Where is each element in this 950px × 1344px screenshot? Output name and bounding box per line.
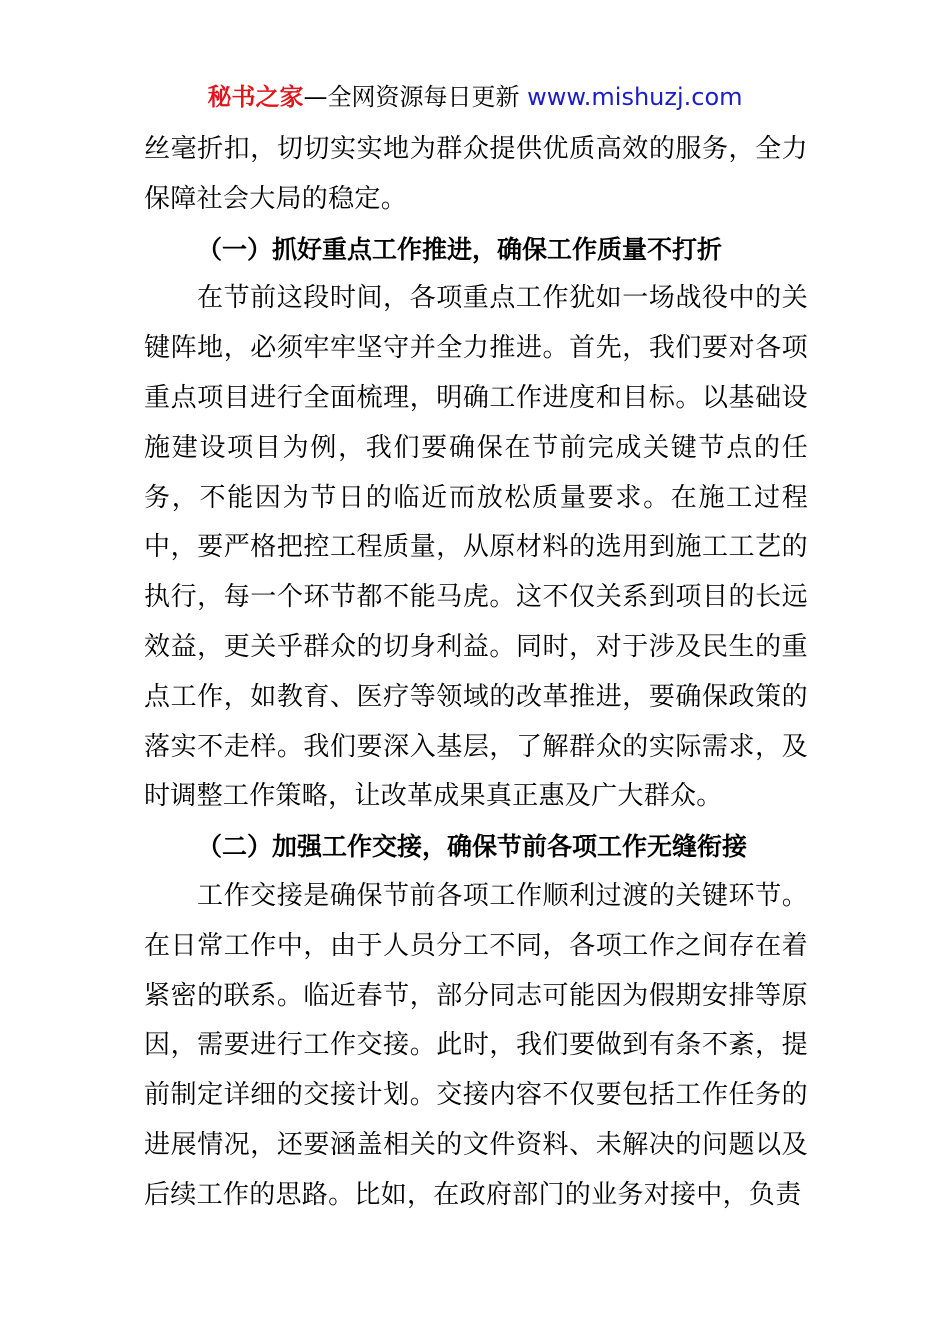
- section-heading-2: （二）加强工作交接，确保节前各项工作无缝衔接: [197, 832, 748, 862]
- paragraph-1: 在节前这段时间，各项重点工作犹如一场战役中的关键阵地，必须牢牢坚守并全力推进。首先，我们要对各项重点项目进行全面梳理，明确工作进度和目标。以基础设施建设项目为例，我们要确保在节前完成关键节点的任务，不能因为节日的临近而放松质量要求。在施工过程中，要严格把控工程质量，从原材料的选用到施工工艺的执行，每一个环节都不能马虎。这不仅关系到项目的长远效益，更关乎群众的切身利益。同时，对于涉及民生的重点工作，如教育、医疗等领域的改革推进，要确保政策的落实不走样。我们要深入基层，了解群众的实际需求，及时调整工作策略，让改革成果真正惠及广大群众。: [144, 283, 808, 812]
- brand-name: 秘书之家: [207, 83, 304, 111]
- header-tagline: —全网资源每日更新: [303, 83, 520, 111]
- document-body: [144, 125, 808, 1221]
- continued-paragraph: 丝毫折扣，切切实实地为群众提供优质高效的服务，全力保障社会大局的稳定。: [144, 134, 808, 214]
- site-header: [0, 80, 950, 114]
- paragraph-2: 工作交接是确保节前各项工作顺利过渡的关键环节。在日常工作中，由于人员分工不同，各项工作之间存在着紧密的联系。临近春节，部分同志可能因为假期安排等原因，需要进行工作交接。此时，我们要做到有条不紊，提前制定详细的交接计划。交接内容不仅要包括工作任务的进展情况，还要涵盖相关的文件资料、未解决的问题以及后续工作的思路。比如，在政府部门的业务对接中，负责: [144, 880, 808, 1210]
- site-url-link[interactable]: www.mishuzj.com: [527, 83, 743, 111]
- section-heading-1: （一）抓好重点工作推进，确保工作质量不打折: [197, 234, 723, 264]
